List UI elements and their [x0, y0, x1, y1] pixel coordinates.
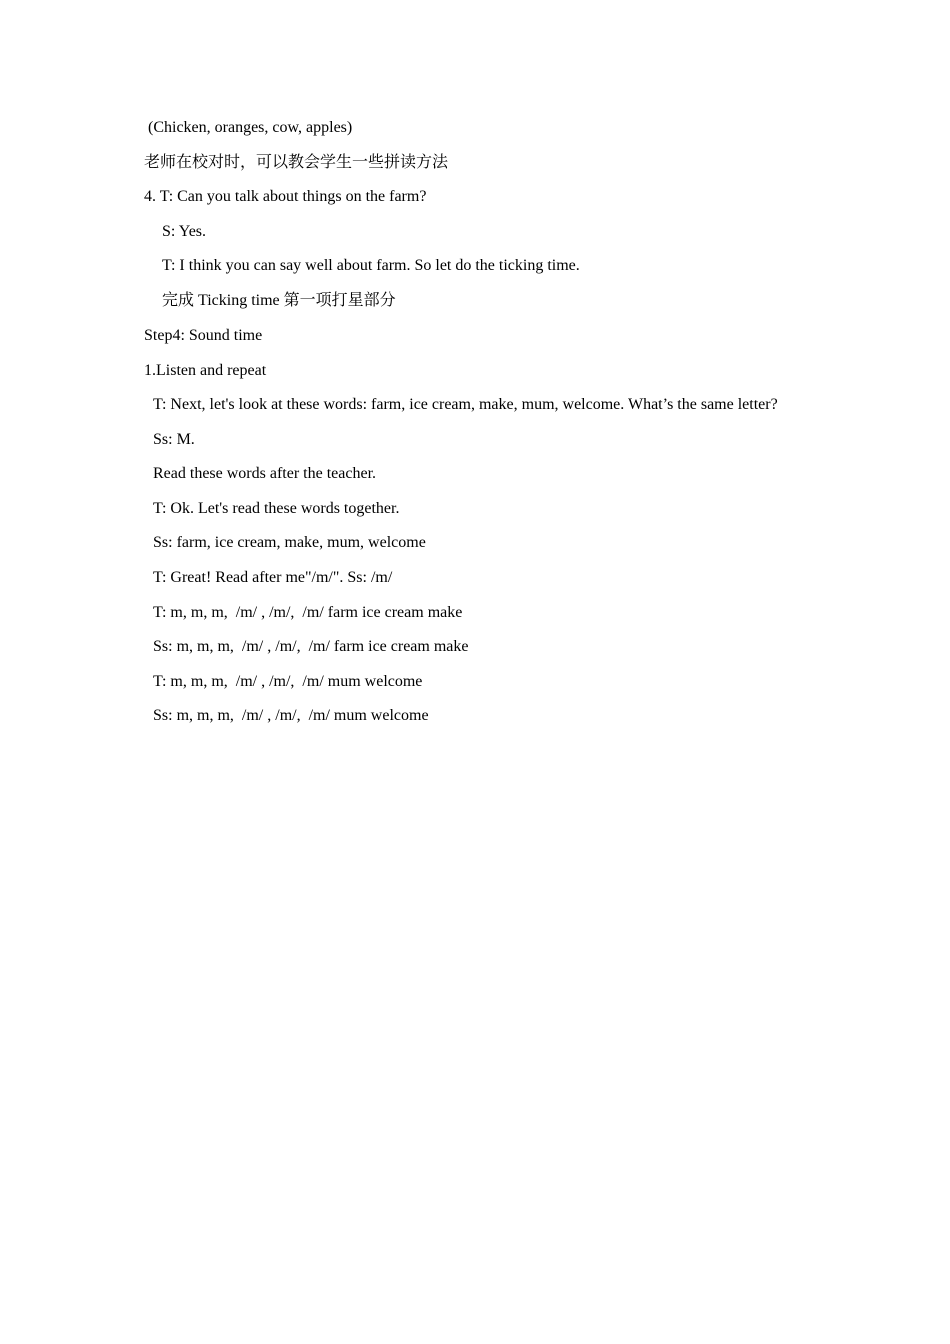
text-line-students-chant-2: Ss: m, m, m, /m/ , /m/, /m/ mum welcome: [153, 707, 429, 724]
text-line-ticking-note: 完成 Ticking time 第一项打星部分: [162, 292, 396, 309]
text-line-teacher-chant-2: T: m, m, m, /m/ , /m/, /m/ mum welcome: [153, 673, 423, 690]
text-line-teacher-great: T: Great! Read after me"/m/". Ss: /m/: [153, 569, 393, 586]
text-line-students-words: Ss: farm, ice cream, make, mum, welcome: [153, 534, 426, 551]
text-line-teacher-together: T: Ok. Let's read these words together.: [153, 500, 400, 517]
text-line-teacher-ticking: T: I think you can say well about farm. So let do the ticking time.: [162, 257, 580, 274]
text-line-listen-repeat: 1.Listen and repeat: [144, 362, 267, 379]
text-line-students-chant-1: Ss: m, m, m, /m/ , /m/, /m/ farm ice cream make: [153, 638, 469, 655]
text-line-step4-heading: Step4: Sound time: [144, 327, 263, 344]
text-line-items: (Chicken, oranges, cow, apples): [144, 119, 353, 136]
text-line-question-4: 4. T: Can you talk about things on the farm?: [144, 188, 427, 205]
text-line-teacher-words: T: Next, let's look at these words: farm, ice cream, make, mum, welcome. What’s the same letter?: [153, 396, 778, 413]
text-line-teacher-note: 老师在校对时，可以教会学生一些拼读方法: [144, 154, 449, 171]
text-line-student-yes: S: Yes.: [162, 223, 207, 240]
text-line-read-after: Read these words after the teacher.: [153, 465, 377, 482]
text-line-students-m: Ss: M.: [153, 431, 195, 448]
text-line-teacher-chant-1: T: m, m, m, /m/ , /m/, /m/ farm ice cream make: [153, 604, 463, 621]
